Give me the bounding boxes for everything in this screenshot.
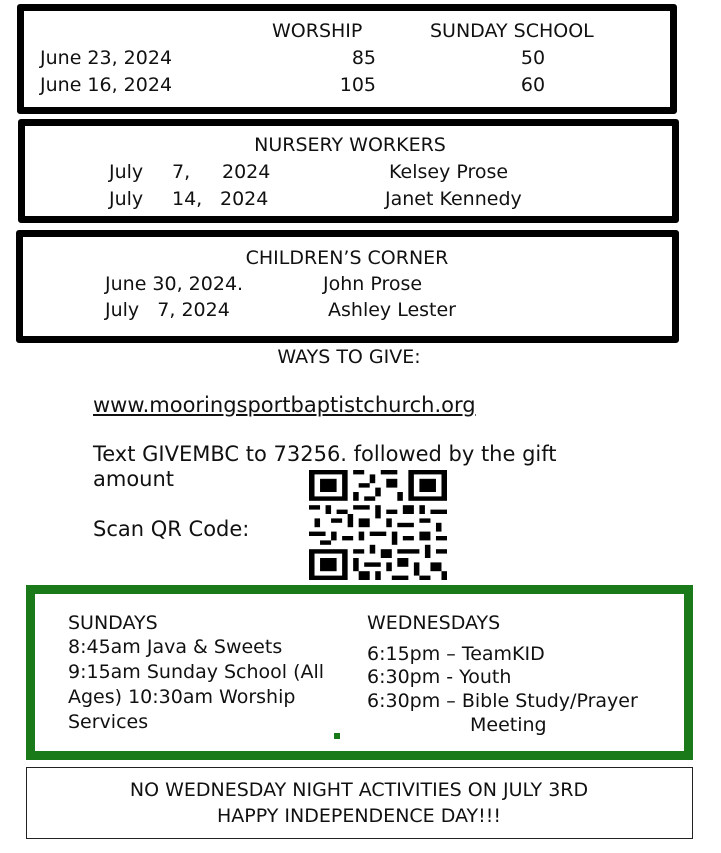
nursery-year: 2024 xyxy=(222,161,271,183)
sunday-schedule-line: 8:45am Java & Sweets xyxy=(68,636,283,658)
nursery-month: July xyxy=(109,188,144,210)
sunday-school-header: SUNDAY SCHOOL xyxy=(430,20,594,42)
worship-count: 85 xyxy=(351,47,376,69)
sunday-schedule-line: Ages) 10:30am Worship xyxy=(68,686,296,708)
nursery-day: 7, xyxy=(172,161,191,183)
notice-line-1: NO WEDNESDAY NIGHT ACTIVITIES ON JULY 3RD xyxy=(129,779,589,801)
text-to-give-line1: Text GIVEMBC to 73256. followed by the gift xyxy=(93,442,557,466)
sundays-title: SUNDAYS xyxy=(68,612,158,634)
nursery-worker-name: Janet Kennedy xyxy=(385,188,522,210)
nursery-year: 2024 xyxy=(220,188,269,210)
wednesday-schedule-line: 6:30pm - Youth xyxy=(367,666,512,688)
notice-line-2: HAPPY INDEPENDENCE DAY!!! xyxy=(217,805,501,827)
nursery-worker-name: Kelsey Prose xyxy=(389,161,509,183)
qr-code-icon[interactable] xyxy=(309,470,447,580)
qr-label: Scan QR Code: xyxy=(93,517,250,541)
sunday-school-count: 50 xyxy=(520,47,546,69)
wednesday-schedule-line: 6:15pm – TeamKID xyxy=(367,643,545,665)
sunday-schedule-line: Services xyxy=(68,711,149,733)
text-to-give-line2: amount xyxy=(93,467,175,491)
nursery-title: NURSERY WORKERS xyxy=(254,134,446,156)
childrens-corner-date: June 30, 2024. xyxy=(105,273,244,295)
website-link[interactable]: www.mooringsportbaptistchurch.org xyxy=(93,393,476,417)
sunday-schedule-line: 9:15am Sunday School (All xyxy=(68,661,325,683)
wednesday-schedule-line: Meeting xyxy=(470,714,547,736)
attendance-date: June 23, 2024 xyxy=(40,47,173,69)
worship-count: 105 xyxy=(339,74,376,96)
nursery-day: 14, xyxy=(172,188,203,210)
ways-to-give-title: WAYS TO GIVE: xyxy=(277,346,421,368)
attendance-date: June 16, 2024 xyxy=(40,74,173,96)
childrens-corner-name: Ashley Lester xyxy=(328,299,456,321)
childrens-corner-date: July 7, 2024 xyxy=(105,299,230,321)
sunday-school-count: 60 xyxy=(520,74,546,96)
nursery-month: July xyxy=(109,161,144,183)
childrens-corner-title: CHILDREN’S CORNER xyxy=(245,247,449,269)
decorative-dot xyxy=(334,733,340,739)
wednesday-schedule-line: 6:30pm – Bible Study/Prayer xyxy=(367,690,638,712)
wednesdays-title: WEDNESDAYS xyxy=(367,612,501,634)
notice-box xyxy=(26,767,693,839)
childrens-corner-name: John Prose xyxy=(323,273,423,295)
worship-header: WORSHIP xyxy=(272,20,363,42)
